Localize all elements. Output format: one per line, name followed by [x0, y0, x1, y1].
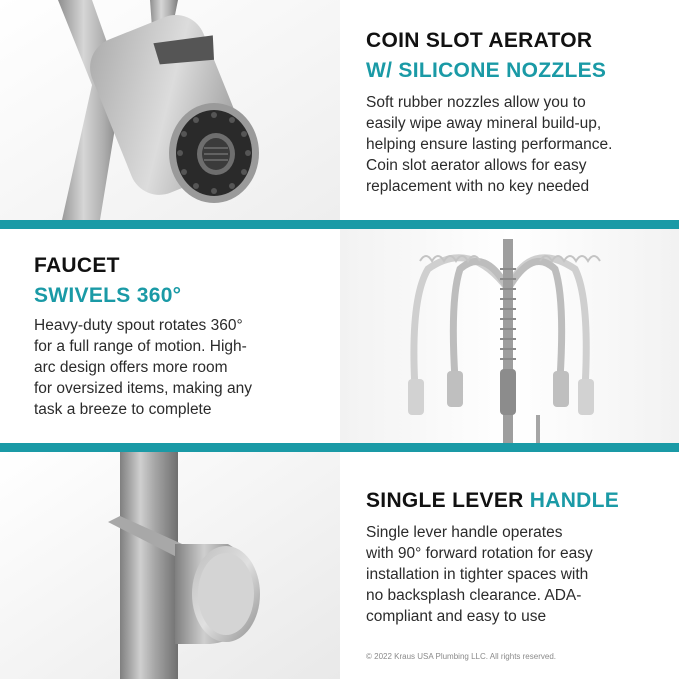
faucet-swivel-illustration	[340, 229, 679, 443]
copyright-notice: © 2022 Kraus USA Plumbing LLC. All rights reserved.	[366, 652, 556, 661]
aerator-photo	[0, 0, 340, 220]
panel-swivel	[0, 229, 679, 443]
swivel-heading-line2: SWIVELS 360°	[34, 284, 182, 307]
handle-photo	[0, 452, 340, 679]
aerator-description-line: replacement with no key needed	[366, 178, 590, 195]
swivel-description-line: Heavy-duty spout rotates 360°	[34, 317, 243, 334]
swivel-photo	[340, 229, 679, 443]
panel-handle	[0, 452, 679, 679]
swivel-heading	[34, 251, 181, 311]
swivel-description-line: for oversized items, making any	[34, 380, 252, 397]
aerator-heading	[366, 26, 606, 86]
aerator-heading-line2: W/ SILICONE NOZZLES	[366, 59, 607, 82]
swivel-description	[34, 315, 252, 420]
swivel-description-line: for a full range of motion. High-	[34, 338, 247, 355]
handle-heading	[366, 486, 619, 516]
swivel-description-line: arc design offers more room	[34, 359, 228, 376]
handle-heading-accent: HANDLE	[529, 489, 620, 512]
faucet-sprayhead-illustration	[0, 0, 340, 220]
handle-description-line: compliant and easy to use	[366, 608, 547, 625]
panel-aerator	[0, 0, 679, 220]
handle-description-line: Single lever handle operates	[366, 524, 563, 541]
handle-description	[366, 522, 593, 627]
section-divider	[0, 443, 679, 452]
handle-description-line: with 90° forward rotation for easy	[366, 545, 593, 562]
aerator-description-line: easily wipe away mineral build-up,	[366, 115, 602, 132]
handle-description-line: no backsplash clearance. ADA-	[366, 587, 582, 604]
swivel-heading-line1: FAUCET	[34, 254, 120, 277]
aerator-description-line: Soft rubber nozzles allow you to	[366, 94, 586, 111]
section-divider	[0, 220, 679, 229]
swivel-description-line: task a breeze to complete	[34, 401, 212, 418]
handle-heading-dark: SINGLE LEVER	[366, 489, 524, 512]
faucet-lever-illustration	[0, 452, 340, 679]
aerator-description	[366, 92, 612, 197]
aerator-description-line: Coin slot aerator allows for easy	[366, 157, 587, 174]
aerator-description-line: helping ensure lasting performance.	[366, 136, 613, 153]
aerator-heading-line1: COIN SLOT AERATOR	[366, 29, 593, 52]
handle-description-line: installation in tighter spaces with	[366, 566, 589, 583]
